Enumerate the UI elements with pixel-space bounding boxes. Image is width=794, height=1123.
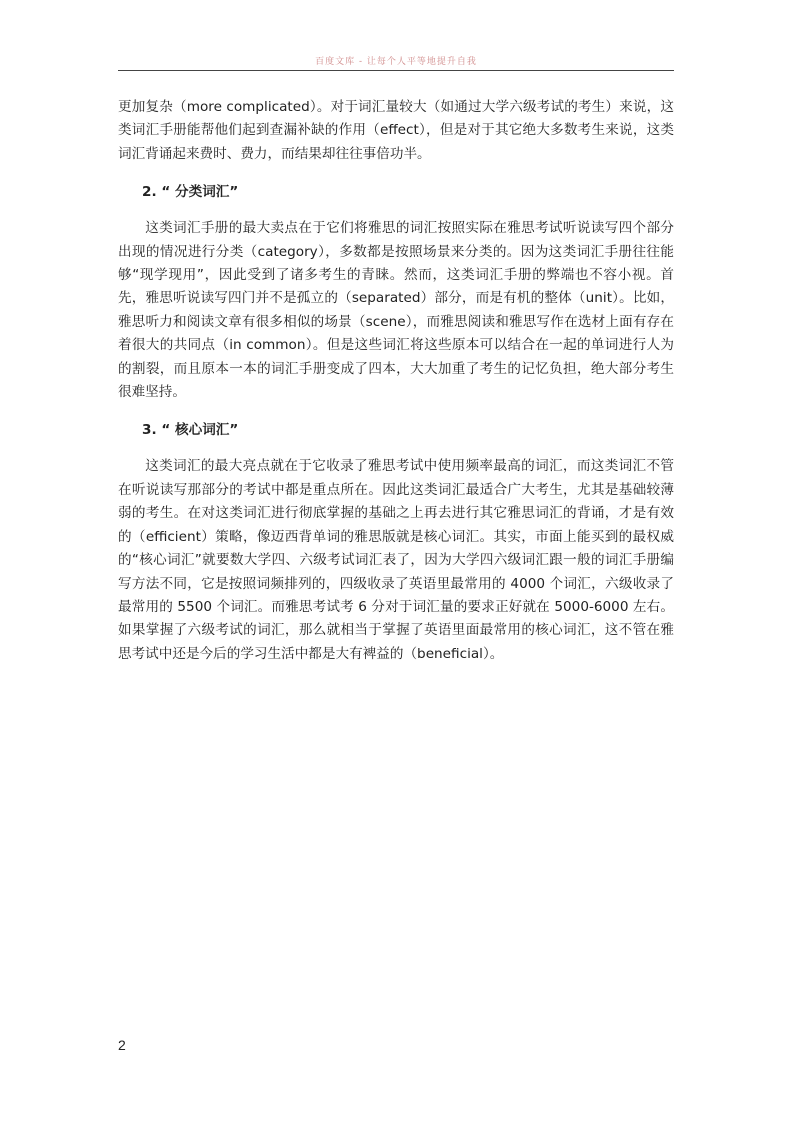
page-number: 2 [118, 1037, 126, 1053]
section-heading-classified-vocabulary: 2. “ 分类词汇” [142, 184, 239, 201]
intro-paragraph: 更加复杂（more complicated）。对于词汇量较大（如通过大学六级考试的考生）来说，这类词汇手册能帮他们起到查漏补缺的作用（effect），但是对于其它绝大多数考生来说，这类词汇背诵起来费时、费力，而结果却往往事倍功半。 [118, 99, 674, 162]
document-body [118, 96, 674, 666]
section-paragraph-core-vocabulary: 这类词汇的最大亮点就在于它收录了雅思考试中使用频率最高的词汇，而这类词汇不管在听说读写那部分的考试中都是重点所在。因此这类词汇最适合广大考生，尤其是基础较薄弱的考生。在对这类词汇进行彻底掌握的基础之上再去进行其它雅思词汇的背诵，才是有效的（efficient）策略，像迈西背单词的雅思版就是核心词汇。其实，市面上能买到的最权威的“核心词汇”就要数大学四、六级考试词汇表了，因为大学四六级词汇跟一般的词汇手册编写方法不同，它是按照词频排列的，四级收录了英语里最常用的 4000 个词汇，六级收录了最常用的 5500 个词汇。而雅思考试考 6 分对于词汇量的要求正好就在 5000-6000 左右。如果掌握了六级考试的词汇，那么就相当于掌握了英语里面最常用的核心词汇，这不管在雅思考试中还是今后的学习生活中都是大有裨益的（beneficial）。 [118, 458, 674, 662]
header-watermark-text: 百度文库 - 让每个人平等地提升自我 [315, 57, 477, 67]
page-header [118, 52, 674, 71]
section-paragraph-classified-vocabulary: 这类词汇手册的最大卖点在于它们将雅思的词汇按照实际在雅思考试听说读写四个部分出现的情况进行分类（category），多数都是按照场景来分类的。因为这类词汇手册往往能够“现学现用”，因此受到了诸多考生的青睐。然而，这类词汇手册的弊端也不容小视。首先，雅思听说读写四门并不是孤立的（separated）部分，而是有机的整体（unit）。比如，雅思听力和阅读文章有很多相似的场景（scene），而雅思阅读和雅思写作在选材上面有存在着很大的共同点（in common）。但是这些词汇将这些原本可以结合在一起的单词进行人为的割裂，而且原本一本的词汇手册变成了四本，大大加重了考生的记忆负担，绝大部分考生很难坚持。 [118, 220, 674, 401]
section-heading-core-vocabulary: 3. “ 核心词汇” [142, 422, 239, 439]
